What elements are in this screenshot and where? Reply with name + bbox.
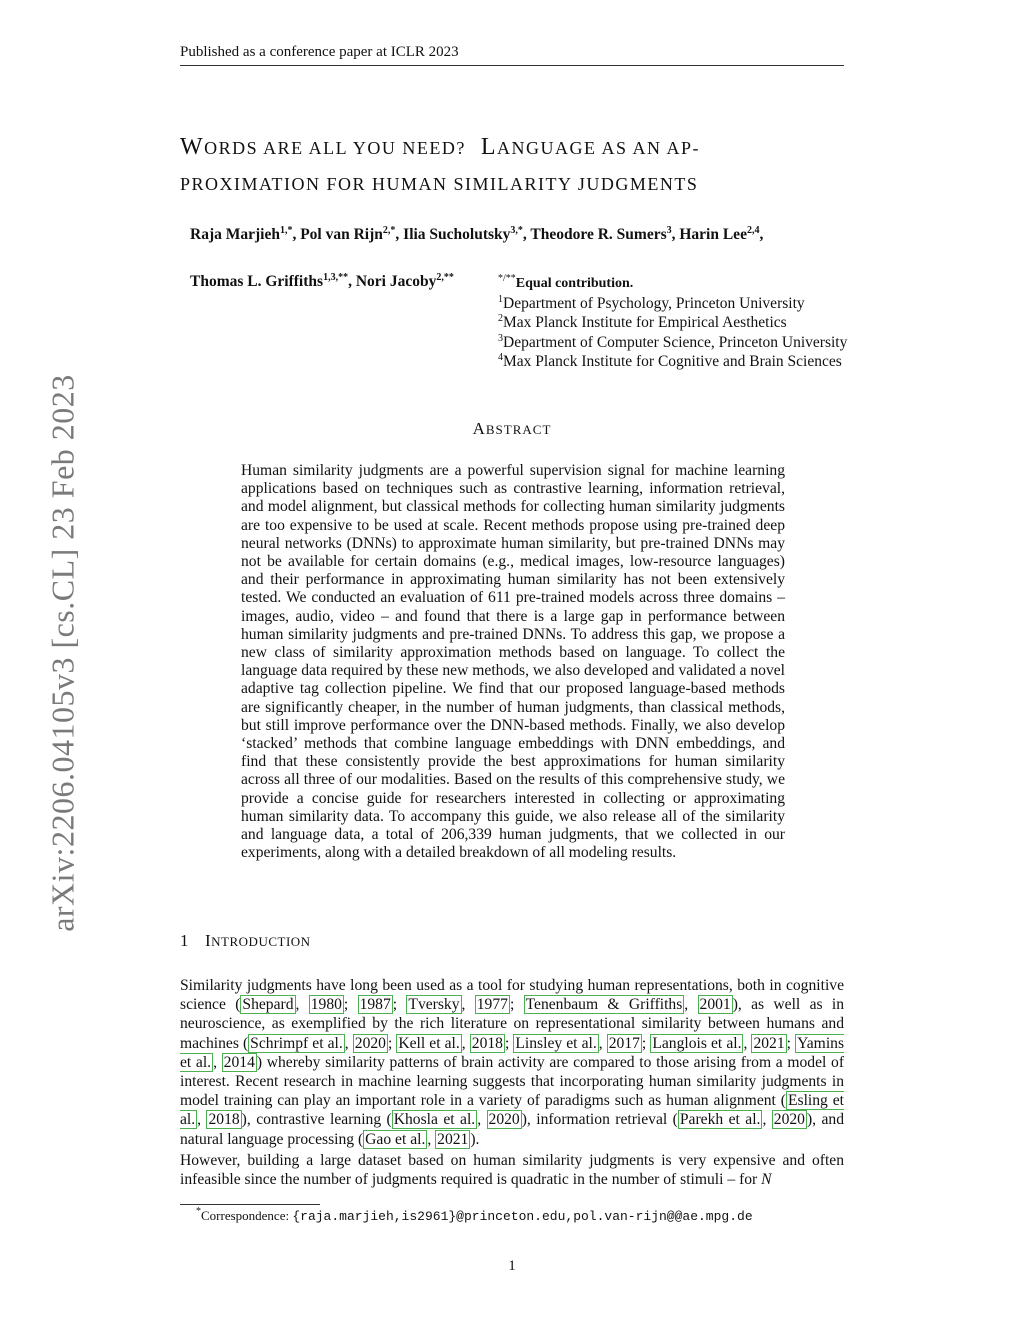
author: Raja Marjieh$^{1,*}$, — [190, 225, 301, 243]
citation-link[interactable]: Tenenbaum & Griffiths — [525, 996, 683, 1014]
header-rule — [180, 65, 844, 66]
affiliation: $^3$Department of Computer Science, Princeton University — [498, 332, 848, 351]
citation-link[interactable]: 2018 — [208, 1111, 240, 1129]
introduction-paragraph-2: However, building a large dataset based on human similarity judgments is very expensive and often infeasible since the number of judgments required is quadratic in the number of stimuli – for N — [180, 1152, 844, 1189]
citation-link[interactable]: Yamins et al. — [180, 1034, 845, 1071]
citation-link[interactable]: 2001 — [699, 996, 731, 1014]
citation-link[interactable]: Shepard — [242, 996, 294, 1014]
citation-link[interactable]: 2020 — [773, 1111, 805, 1129]
running-head: Published as a conference paper at ICLR 2023 — [180, 44, 459, 60]
citation-link[interactable]: Esling et al. — [180, 1092, 844, 1129]
author: Theodore R. Sumers$^3$, — [530, 225, 680, 243]
title-line-1: WORDS ARE ALL YOU NEED? LANGUAGE AS AN AP- — [180, 134, 701, 160]
correspondence-footnote: *Correspondence: {raja.marjieh,is2961}@princeton.edu,pol.van-rijn@@ae.mpg.de — [196, 1206, 753, 1224]
equal-contribution-note: */**Equal contribution. — [498, 273, 634, 291]
introduction-paragraph-1: Similarity judgments have long been used as a tool for studying human representations, both in cognitive science ( Shepard , 1980 ; 1987 ; Tversky , 1977 ; Tenenbaum & Griffiths , 2001 ), as well as in neuroscience, as exemplified by the rich literature on representational similarity between humans and machines ( Schrimpf et al. , 2020 ; Kell et al. , 2018 ; Linsley et al. , 2017 ; Langlois et al. , 2021 ; Yamins et al. , 2014 ) whereby similarity patterns of brain activity are compared to those arising from a model of interest. Recent research in machine learning suggests that incorporating human similarity judgments in model training can play an important role in a variety of paradigms such as human alignment ( Esling et al. , 2018 ), contrastive learning ( Khosla et al. , 2020 ), information retrieval ( Parekh et al. , 2020 ), and natural language processing ( Gao et al. , 2021 ). — [180, 977, 845, 1148]
citation-link[interactable]: Parekh et al. — [679, 1111, 761, 1129]
citation-link[interactable]: Linsley et al. — [515, 1034, 597, 1052]
citation-link[interactable]: 1980 — [310, 996, 342, 1014]
abstract-body: Human similarity judgments are a powerful supervision signal for machine learning applications based on techniques such as contrastive learning, information retrieval, and model alignment, but classical methods for collecting human similarity judgments are too expensive to be used at scale. Recent methods propose using pre-trained deep neural networks (DNNs) to approximate human similarity, but pre-trained DNNs may not be available for certain domains (e.g., medical images, low-resource languages) and their performance in approximating human similarity has not been extensively tested. We conducted an evaluation of 611 pre-trained models across three domains – images, audio, video – and found that there is a large gap in performance between human similarity judgments and pre-trained DNNs. To address this gap, we propose a new class of similarity approximation methods based on language. To collect the language data required by these new methods, we also developed and validated a novel adaptive tag collection pipeline. We find that our proposed language-based methods are significantly cheaper, in the number of human judgments, than classical methods, but still improve performance over the DNN-based methods. Finally, we also develop ‘stacked’ methods that combine language embeddings with DNN embeddings, and find that these consistently provide the best approximations for human similarity across all three of our modalities. Based on the results of this comprehensive study, we provide a concise guide for researchers interested in collecting or approximating human similarity data. To accompany this guide, we also release all of the similarity and language data, a total of 206,339 human judgments, that we collected in our experiments, along with a detailed breakdown of all modeling results. — [241, 462, 785, 862]
author: Nori Jacoby$^{2,**}$ — [355, 272, 454, 290]
citation-link[interactable]: 2020 — [354, 1034, 386, 1052]
footnote-rule — [180, 1204, 320, 1205]
correspondence-emails[interactable]: {raja.marjieh,is2961}@princeton.edu,pol.van-rijn@@ae.mpg.de — [292, 1209, 753, 1224]
authors-line-2 — [190, 273, 454, 291]
citation-link[interactable]: 2014 — [223, 1053, 255, 1071]
citation-link[interactable]: Langlois et al. — [652, 1034, 742, 1052]
page-number: 1 — [508, 1258, 516, 1274]
citation-link[interactable]: 1987 — [359, 996, 391, 1014]
affiliation: $^2$Max Planck Institute for Empirical Aesthetics — [498, 313, 787, 331]
citation-link[interactable]: 2018 — [471, 1034, 503, 1052]
title-line-2: PROXIMATION FOR HUMAN SIMILARITY JUDGMENTS — [180, 174, 699, 194]
author: Thomas L. Griffiths$^{1,3,**}$, — [190, 272, 356, 290]
affiliation: $^4$Max Planck Institute for Cognitive and Brain Sciences — [498, 352, 842, 370]
citation-link[interactable]: 2020 — [488, 1111, 520, 1129]
citation-link[interactable]: 2021 — [753, 1034, 785, 1052]
affiliation: $^1$Department of Psychology, Princeton University — [498, 293, 805, 312]
citation-link[interactable]: Kell et al. — [398, 1034, 460, 1052]
author: Pol van Rijn$^{2,*}$, — [300, 225, 404, 243]
section-heading-introduction: 1 INTRODUCTION — [180, 931, 311, 950]
citation-link[interactable]: Gao et al. — [365, 1130, 426, 1148]
author: Ilia Sucholutsky$^{3,*}$, — [403, 225, 531, 243]
paper-title — [180, 129, 860, 202]
abstract-heading: ABSTRACT — [472, 419, 552, 438]
arxiv-identifier-stamp: arXiv:2206.04105v3 [cs.CL] 23 Feb 2023 — [44, 374, 81, 932]
citation-link[interactable]: Khosla et al. — [393, 1111, 476, 1129]
citation-link[interactable]: Schrimpf et al. — [250, 1034, 343, 1052]
authors-line-1 — [190, 226, 763, 244]
author: Harin Lee$^{2,4}$, — [679, 225, 764, 243]
citation-link[interactable]: Tversky — [408, 996, 460, 1014]
citation-link[interactable]: 2021 — [437, 1130, 469, 1148]
affiliations — [498, 273, 847, 372]
citation-link[interactable]: 2017 — [608, 1034, 640, 1052]
citation-link[interactable]: 1977 — [476, 996, 508, 1014]
